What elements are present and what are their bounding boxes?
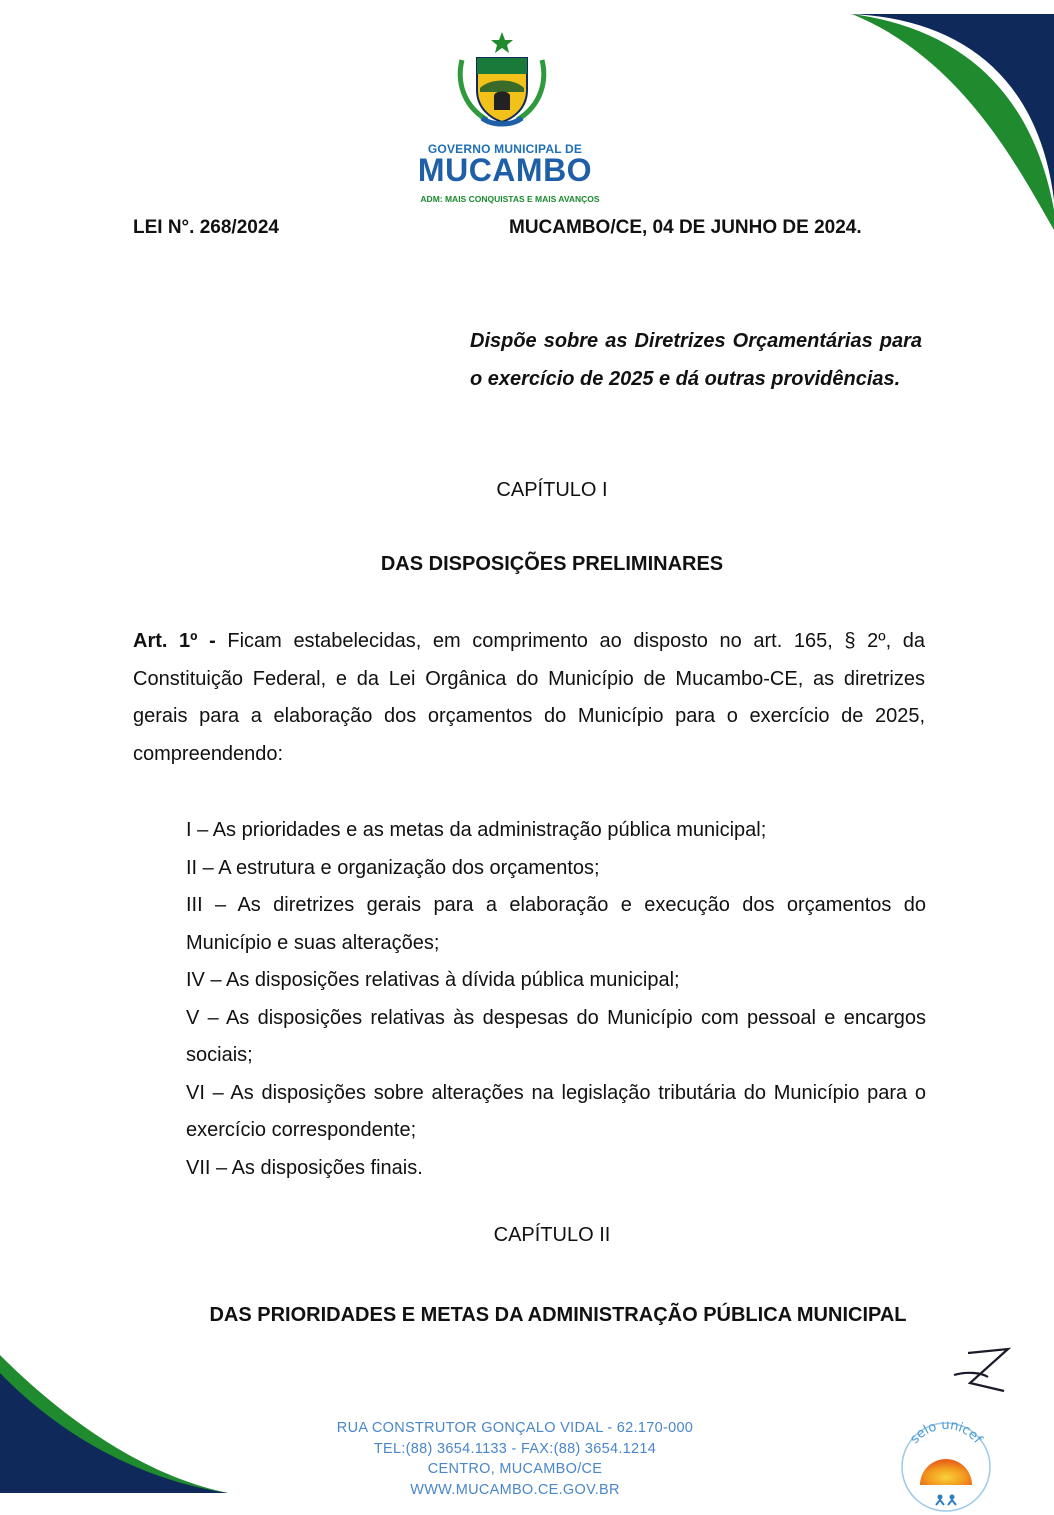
law-number: LEI N°. 268/2024 xyxy=(133,217,279,238)
article-1 xyxy=(133,623,925,773)
article-1-text: Ficam estabelecidas, em comprimento ao disposto no art. 165, § 2º, da Constituição Federal, e da Lei Orgânica do Município de Mucambo-CE, as diretrizes gerais para a elaboração dos orçamentos do Município para o exercício de 2025, compreendendo: xyxy=(133,630,925,765)
footer-address: RUA CONSTRUTOR GONÇALO VIDAL - 62.170-000 xyxy=(336,1420,694,1436)
footer-contact xyxy=(300,1418,730,1500)
administration-slogan: ADM: MAIS CONQUISTAS E MAIS AVANÇOS xyxy=(420,194,600,204)
list-item: IV – As disposições relativas à dívida pública municipal; xyxy=(186,969,680,991)
municipal-crest-icon xyxy=(452,30,552,130)
chapter-2-title: CAPÍTULO II xyxy=(493,1224,611,1246)
list-item: VI – As disposições sobre alterações na legislação tributária do Município para o exercício correspondente; xyxy=(186,1081,926,1141)
unicef-seal-text: selo unicef xyxy=(907,1417,985,1447)
bottom-left-corner-decoration xyxy=(0,1355,240,1515)
footer-phones: TEL:(88) 3654.1133 - FAX:(88) 3654.1214 xyxy=(373,1440,657,1457)
footer-district: CENTRO, MUCAMBO/CE xyxy=(427,1461,603,1477)
chapter-1-title: CAPÍTULO I xyxy=(496,479,608,501)
article-1-label: Art. 1º - xyxy=(133,630,216,652)
list-item: III – As diretrizes gerais para a elaboração e execução dos orçamentos do Município e suas alterações; xyxy=(186,894,926,954)
municipality-name: MUCAMBO xyxy=(417,152,593,188)
government-label: GOVERNO MUNICIPAL DE xyxy=(427,142,583,156)
list-item: I – As prioridades e as metas da administração pública municipal; xyxy=(186,819,767,841)
list-item: VII – As disposições finais. xyxy=(186,1156,423,1179)
list-item: II – A estrutura e organização dos orçamentos; xyxy=(186,856,600,879)
top-right-corner-decoration xyxy=(634,0,1054,230)
law-place-date: MUCAMBO/CE, 04 DE JUNHO DE 2024. xyxy=(509,217,862,238)
list-item: V – As disposições relativas às despesas do Município com pessoal e encargos sociais; xyxy=(186,1006,926,1066)
signature-mark-icon xyxy=(948,1345,1018,1395)
chapter-2-heading: DAS PRIORIDADES E METAS DA ADMINISTRAÇÃO PÚBLICA MUNICIPAL xyxy=(209,1304,907,1326)
chapter-1-heading: DAS DISPOSIÇÕES PRELIMINARES xyxy=(380,553,724,575)
article-1-items xyxy=(186,812,926,1187)
footer-website: WWW.MUCAMBO.CE.GOV.BR xyxy=(410,1481,620,1498)
law-summary: Dispõe sobre as Diretrizes Orçamentárias para o exercício de 2025 e dá outras providências. xyxy=(470,330,922,390)
unicef-seal-icon xyxy=(896,1415,996,1515)
